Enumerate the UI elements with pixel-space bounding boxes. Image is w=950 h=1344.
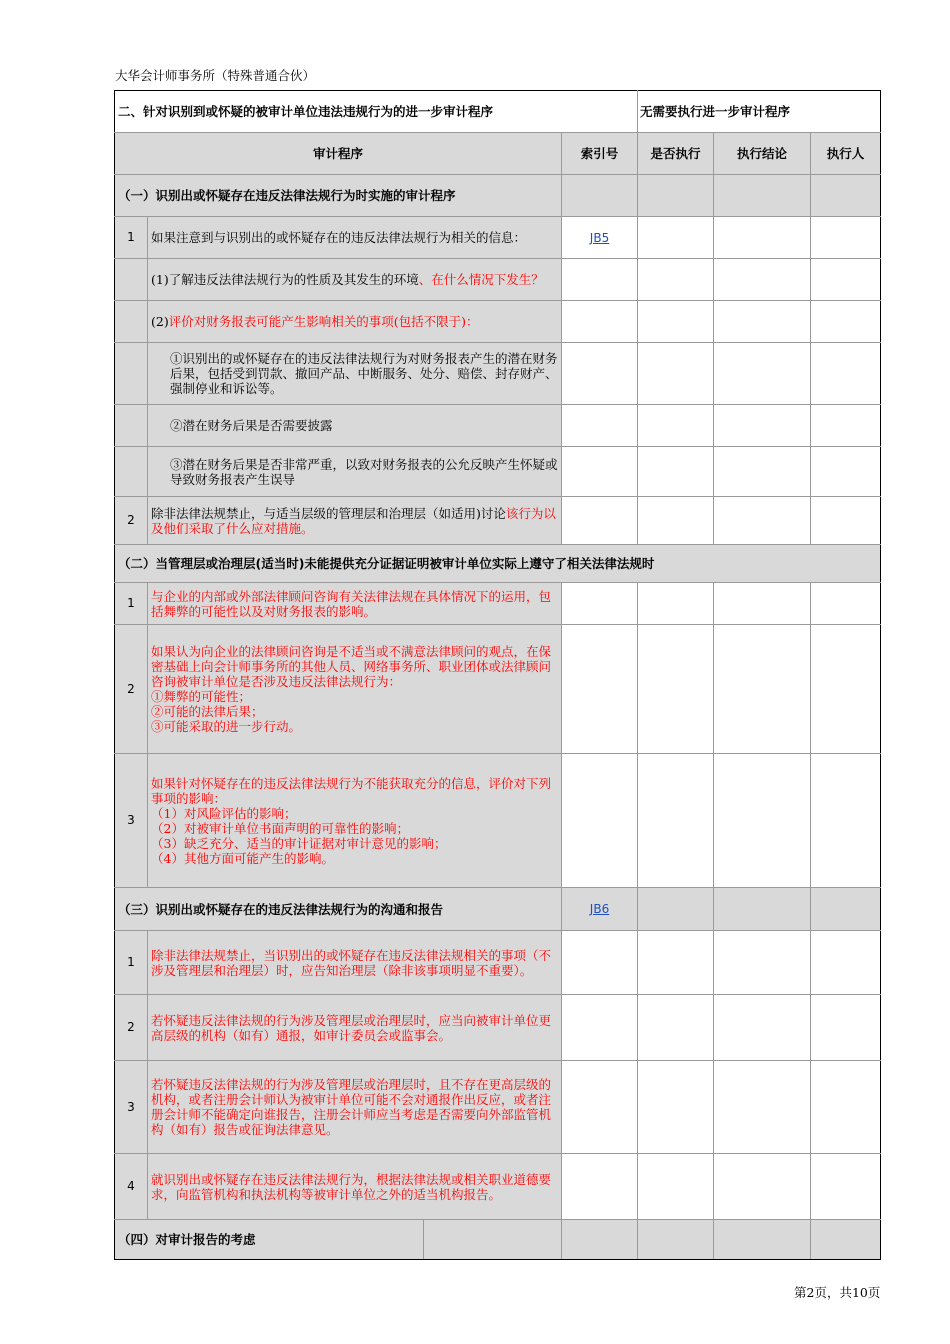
procedure-text: ③潜在财务后果是否非常严重，以致对财务报表的公允反映产生怀疑或导致财务报表产生误导 xyxy=(148,447,562,497)
col-header-executor: 执行人 xyxy=(811,133,881,175)
procedure-line: （3）缺乏充分、适当的审计证据对审计意见的影响； xyxy=(151,835,447,851)
row-number: 2 xyxy=(115,497,148,545)
procedure-text-highlight: 该行为以及他们采取了什么应对措施。 xyxy=(151,505,556,536)
executor-cell[interactable] xyxy=(811,625,881,754)
executor-cell[interactable] xyxy=(811,1220,881,1260)
executor-cell[interactable] xyxy=(811,1154,881,1220)
index-cell[interactable] xyxy=(562,175,638,217)
row-number: 4 xyxy=(115,1154,148,1220)
executed-cell[interactable] xyxy=(638,625,714,754)
conclusion-cell[interactable] xyxy=(714,995,811,1061)
procedure-text: 如果注意到与识别出的或怀疑存在的违反法律法规行为相关的信息： xyxy=(148,217,562,259)
conclusion-cell[interactable] xyxy=(714,259,811,301)
row-number: 1 xyxy=(115,217,148,259)
row-number: 1 xyxy=(115,931,148,995)
conclusion-cell[interactable] xyxy=(714,625,811,754)
procedure-text: 与企业的内部或外部法律顾问咨询有关法律法规在具体情况下的运用，包括舞弊的可能性以及对财务报表的影响。 xyxy=(148,583,562,625)
row-number: 1 xyxy=(115,583,148,625)
index-cell[interactable] xyxy=(562,405,638,447)
index-cell[interactable] xyxy=(562,259,638,301)
procedure-text xyxy=(148,754,562,888)
executed-cell[interactable] xyxy=(638,754,714,888)
conclusion-cell[interactable] xyxy=(714,343,811,405)
index-link-jb5[interactable]: JB5 xyxy=(589,230,610,245)
executed-cell[interactable] xyxy=(638,1220,714,1260)
executed-cell[interactable] xyxy=(638,931,714,995)
procedure-text-part: 除非法律法规禁止，与适当层级的管理层和治理层（如适用)讨论 xyxy=(151,505,506,521)
section-heading-4: （四）对审计报告的考虑 xyxy=(115,1220,424,1260)
firm-name: 大华会计师事务所（特殊普通合伙） xyxy=(115,68,316,83)
executor-cell[interactable] xyxy=(811,931,881,995)
executor-cell[interactable] xyxy=(811,175,881,217)
procedure-line: （2）对被审计单位书面声明的可靠性的影响； xyxy=(151,820,409,836)
row-number xyxy=(115,301,148,343)
conclusion-cell[interactable] xyxy=(714,888,811,931)
conclusion-cell[interactable] xyxy=(714,583,811,625)
page-number: 第2页，共10页 xyxy=(794,1285,881,1300)
row-number xyxy=(115,343,148,405)
executed-cell[interactable] xyxy=(638,1154,714,1220)
executed-cell[interactable] xyxy=(638,497,714,545)
procedure-text: 若怀疑违反法律法规的行为涉及管理层或治理层时，应当向被审计单位更高层级的机构（如有）通报，如审计委员会或监事会。 xyxy=(148,995,562,1061)
row-number: 3 xyxy=(115,754,148,888)
executed-cell[interactable] xyxy=(638,995,714,1061)
executed-cell[interactable] xyxy=(638,447,714,497)
procedure-text-part: (2) xyxy=(151,314,169,329)
conclusion-cell[interactable] xyxy=(714,1220,811,1260)
executed-cell[interactable] xyxy=(638,175,714,217)
audit-procedure-table xyxy=(114,90,881,1260)
executor-cell[interactable] xyxy=(811,995,881,1061)
executor-cell[interactable] xyxy=(811,405,881,447)
executed-cell[interactable] xyxy=(638,259,714,301)
executor-cell[interactable] xyxy=(811,343,881,405)
row-number: 2 xyxy=(115,995,148,1061)
executor-cell[interactable] xyxy=(811,888,881,931)
executor-cell[interactable] xyxy=(811,497,881,545)
row-number xyxy=(115,405,148,447)
index-cell[interactable] xyxy=(562,497,638,545)
section-heading-3: （三）识别出或怀疑存在的违反法律法规行为的沟通和报告 xyxy=(115,888,562,931)
procedure-line: ③可能采取的进一步行动。 xyxy=(151,719,302,734)
procedure-text-part: (1)了解违反法律法规行为的性质及其发生的环境 xyxy=(151,272,419,287)
executed-cell[interactable] xyxy=(638,888,714,931)
row-number: 2 xyxy=(115,625,148,754)
procedure-line: ②可能的法律后果； xyxy=(151,704,264,719)
conclusion-cell[interactable] xyxy=(714,301,811,343)
index-cell[interactable] xyxy=(562,217,638,259)
conclusion-cell[interactable] xyxy=(714,1061,811,1154)
index-cell[interactable] xyxy=(562,625,638,754)
procedure-line: 如果认为向企业的法律顾问咨询是不适当或不满意法律顾问的观点，在保密基础上向会计师事务所的其他人员、网络事务所、职业团体或法律顾问咨询被审计单位是否涉及违反法律法规行为： xyxy=(151,644,552,689)
row-number xyxy=(115,447,148,497)
procedure-text xyxy=(148,301,562,343)
col-header-conclusion: 执行结论 xyxy=(714,133,811,175)
index-link-jb6[interactable]: JB6 xyxy=(589,902,610,916)
col-header-procedure: 审计程序 xyxy=(115,133,562,175)
col-header-index: 索引号 xyxy=(562,133,638,175)
procedure-cell xyxy=(424,1220,562,1260)
procedure-text: 若怀疑违反法律法规的行为涉及管理层或治理层时，且不存在更高层级的机构，或者注册会计师认为被审计单位可能不会对通报作出反应，或者注册会计师不能确定向谁报告，注册会计师应当考虑是否需要向外部监管机构（如有）报告或征询法律意见。 xyxy=(148,1061,562,1154)
executor-cell[interactable] xyxy=(811,301,881,343)
executor-cell[interactable] xyxy=(811,259,881,301)
conclusion-cell[interactable] xyxy=(714,447,811,497)
procedure-text: 除非法律法规禁止，当识别出的或怀疑存在违反法律法规相关的事项（不涉及管理层和治理层）时，应告知治理层（除非该事项明显不重要）。 xyxy=(148,931,562,995)
index-cell[interactable] xyxy=(562,995,638,1061)
row-number: 3 xyxy=(115,1061,148,1154)
section-heading-1: （一）识别出或怀疑存在违反法律法规行为时实施的审计程序 xyxy=(115,175,562,217)
index-cell[interactable] xyxy=(562,1061,638,1154)
executor-cell[interactable] xyxy=(811,583,881,625)
executor-cell[interactable] xyxy=(811,217,881,259)
executed-cell[interactable] xyxy=(638,583,714,625)
conclusion-cell[interactable] xyxy=(714,754,811,888)
conclusion-cell[interactable] xyxy=(714,497,811,545)
index-cell[interactable] xyxy=(562,1220,638,1260)
index-cell[interactable] xyxy=(562,583,638,625)
index-cell[interactable] xyxy=(562,754,638,888)
procedure-text: 就识别出或怀疑存在违反法律法规行为，根据法律法规或相关职业道德要求，向监管机构和执法机构等被审计单位之外的适当机构报告。 xyxy=(148,1154,562,1220)
conclusion-cell[interactable] xyxy=(714,217,811,259)
index-cell[interactable] xyxy=(562,343,638,405)
executor-cell[interactable] xyxy=(811,447,881,497)
procedure-text: ①识别出的或怀疑存在的违反法律法规行为对财务报表产生的潜在财务后果，包括受到罚款、撤回产品、中断服务、处分、赔偿、封存财产、强制停业和诉讼等。 xyxy=(148,343,562,405)
executor-cell[interactable] xyxy=(811,754,881,888)
col-header-executed: 是否执行 xyxy=(638,133,714,175)
procedure-text-highlight: 、在什么情况下发生？ xyxy=(418,272,544,287)
executed-cell[interactable] xyxy=(638,217,714,259)
executed-cell[interactable] xyxy=(638,301,714,343)
index-cell[interactable] xyxy=(562,447,638,497)
procedure-line: （1）对风险评估的影响； xyxy=(151,805,297,821)
index-cell[interactable] xyxy=(562,1154,638,1220)
executed-cell[interactable] xyxy=(638,1061,714,1154)
conclusion-cell[interactable] xyxy=(714,1154,811,1220)
row-number xyxy=(115,259,148,301)
executed-cell[interactable] xyxy=(638,343,714,405)
executed-cell[interactable] xyxy=(638,405,714,447)
procedure-text-highlight: 评价对财务报表可能产生影响相关的事项(包括不限于)： xyxy=(168,314,479,329)
procedure-text xyxy=(148,259,562,301)
procedure-text xyxy=(148,625,562,754)
conclusion-cell[interactable] xyxy=(714,931,811,995)
section-heading-2: （二）当管理层或治理层(适当时)未能提供充分证据证明被审计单位实际上遵守了相关法律法规时 xyxy=(115,545,881,583)
conclusion-cell[interactable] xyxy=(714,405,811,447)
no-further-procedure-label: 无需要执行进一步审计程序 xyxy=(638,91,881,133)
procedure-text xyxy=(148,497,562,545)
index-cell[interactable] xyxy=(562,888,638,931)
procedure-text: ②潜在财务后果是否需要披露 xyxy=(148,405,562,447)
section-title: 二、针对识别到或怀疑的被审计单位违法违规行为的进一步审计程序 xyxy=(115,91,638,133)
executor-cell[interactable] xyxy=(811,1061,881,1154)
procedure-line: 如果针对怀疑存在的违反法律法规行为不能获取充分的信息，评价对下列事项的影响： xyxy=(151,775,552,806)
index-cell[interactable] xyxy=(562,301,638,343)
conclusion-cell[interactable] xyxy=(714,175,811,217)
procedure-line: ①舞弊的可能性； xyxy=(151,689,252,704)
index-cell[interactable] xyxy=(562,931,638,995)
procedure-line: （4）其他方面可能产生的影响。 xyxy=(151,850,334,866)
